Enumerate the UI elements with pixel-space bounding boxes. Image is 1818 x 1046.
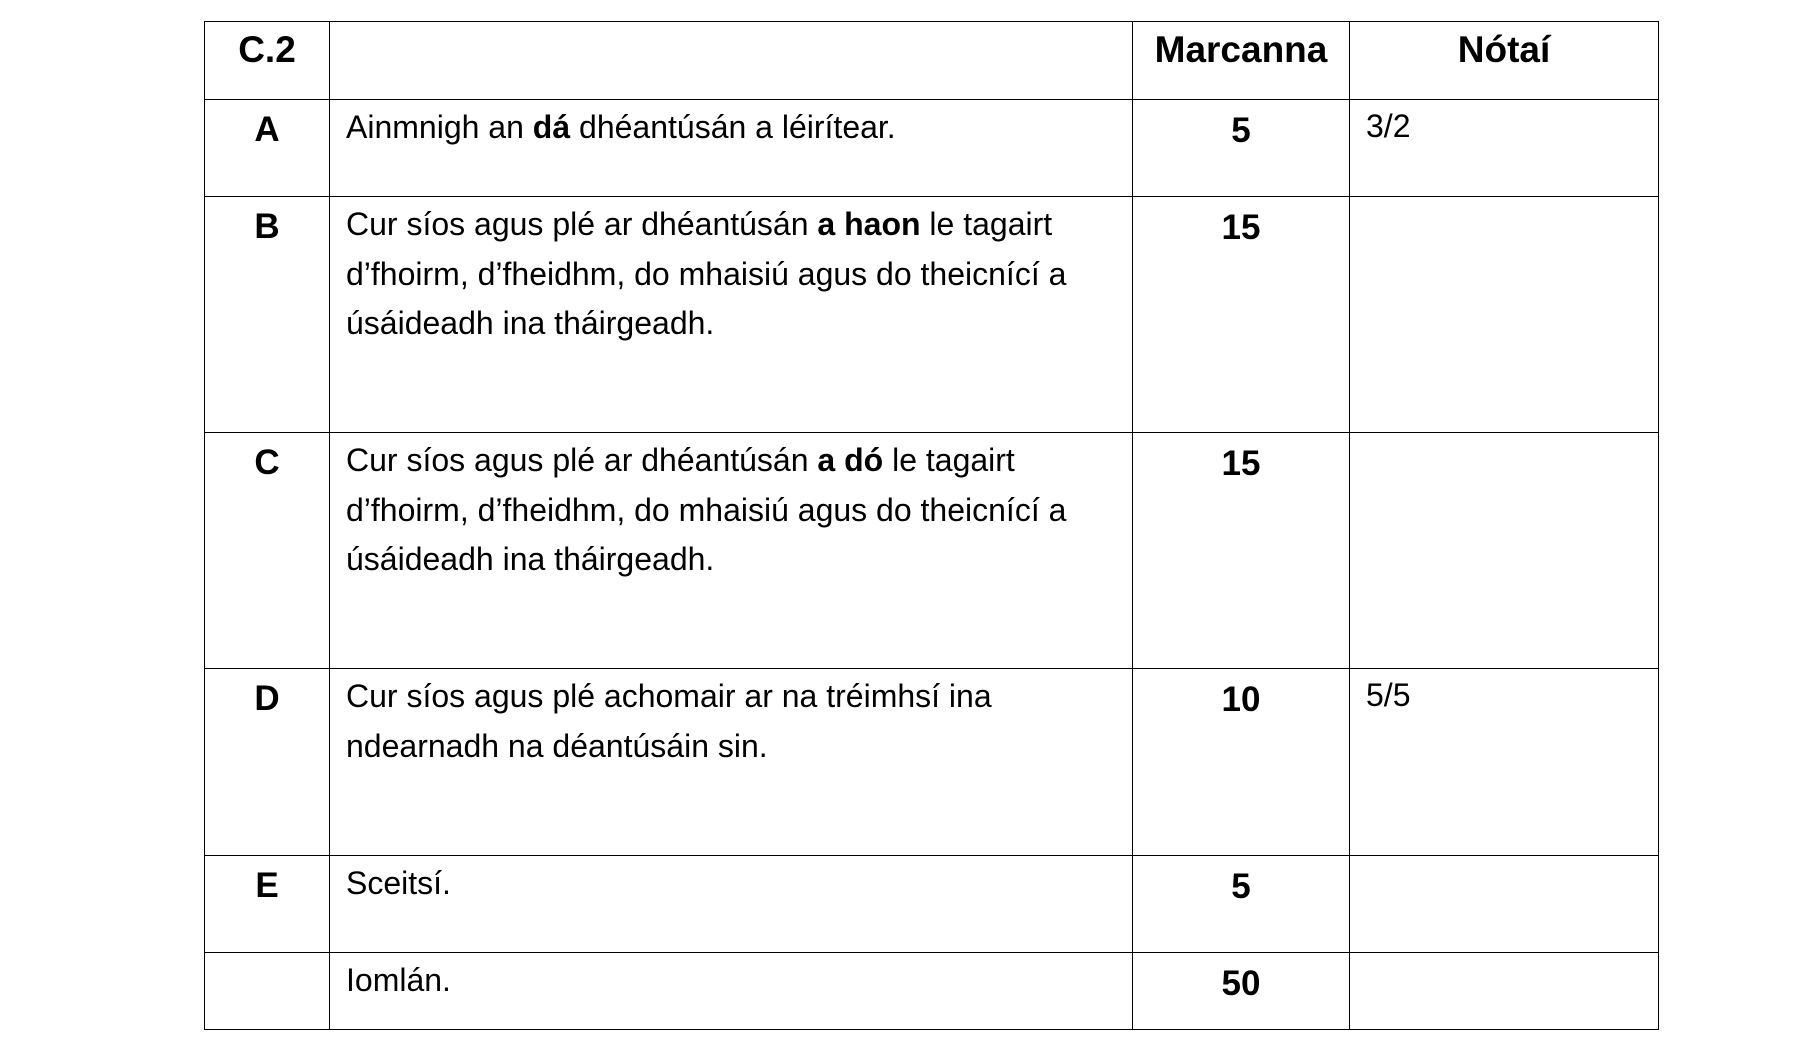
task-description (330, 197, 1133, 433)
task-emphasis: dá (532, 109, 571, 145)
marks-header: Marcanna (1133, 22, 1350, 100)
part-id: C (205, 433, 330, 669)
marks-value: 5 (1133, 856, 1350, 953)
task-description (330, 669, 1133, 856)
total-id (205, 953, 330, 1030)
notes-value (1350, 856, 1659, 953)
total-notes (1350, 953, 1659, 1030)
task-description (330, 856, 1133, 953)
task-text: Cur síos agus plé ar dhéantúsán (346, 206, 818, 242)
task-emphasis: a haon (817, 206, 921, 242)
total-marks: 50 (1133, 953, 1350, 1030)
task-text: dhéantúsán a léirítear. (570, 109, 896, 145)
header-row (205, 22, 1659, 100)
part-id: D (205, 669, 330, 856)
part-id: E (205, 856, 330, 953)
notes-value (1350, 433, 1659, 669)
marks-value: 10 (1133, 669, 1350, 856)
question-number-header: C.2 (205, 22, 330, 100)
notes-value: 5/5 (1350, 669, 1659, 856)
task-text: Cur síos agus plé ar dhéantúsán (346, 442, 818, 478)
table-row (205, 669, 1659, 856)
notes-header: Nótaí (1350, 22, 1659, 100)
table-row (205, 197, 1659, 433)
marks-value: 15 (1133, 433, 1350, 669)
task-emphasis: a dó (817, 442, 884, 478)
marking-scheme-table (204, 21, 1659, 1030)
task-text: le tagairt d’fhoirm, d’fheidhm, do mhaisiú agus do theicnící a úsáideadh ina tháirgeadh. (346, 206, 1067, 341)
notes-value: 3/2 (1350, 100, 1659, 197)
total-row (205, 953, 1659, 1030)
task-text: Cur síos agus plé achomair ar na tréimhsí ina ndearnadh na déantúsáin sin. (346, 678, 992, 764)
task-text: le tagairt d’fhoirm, d’fheidhm, do mhaisiú agus do theicnící a úsáideadh ina tháirgeadh. (346, 442, 1067, 577)
task-description (330, 100, 1133, 197)
task-text: Sceitsí. (346, 865, 451, 901)
task-text: Ainmnigh an (346, 109, 533, 145)
total-label: Iomlán. (330, 953, 1133, 1030)
table-row (205, 100, 1659, 197)
marks-value: 5 (1133, 100, 1350, 197)
table-row (205, 433, 1659, 669)
task-description (330, 433, 1133, 669)
part-id: B (205, 197, 330, 433)
notes-value (1350, 197, 1659, 433)
table-row (205, 856, 1659, 953)
part-id: A (205, 100, 330, 197)
marks-value: 15 (1133, 197, 1350, 433)
task-header (330, 22, 1133, 100)
